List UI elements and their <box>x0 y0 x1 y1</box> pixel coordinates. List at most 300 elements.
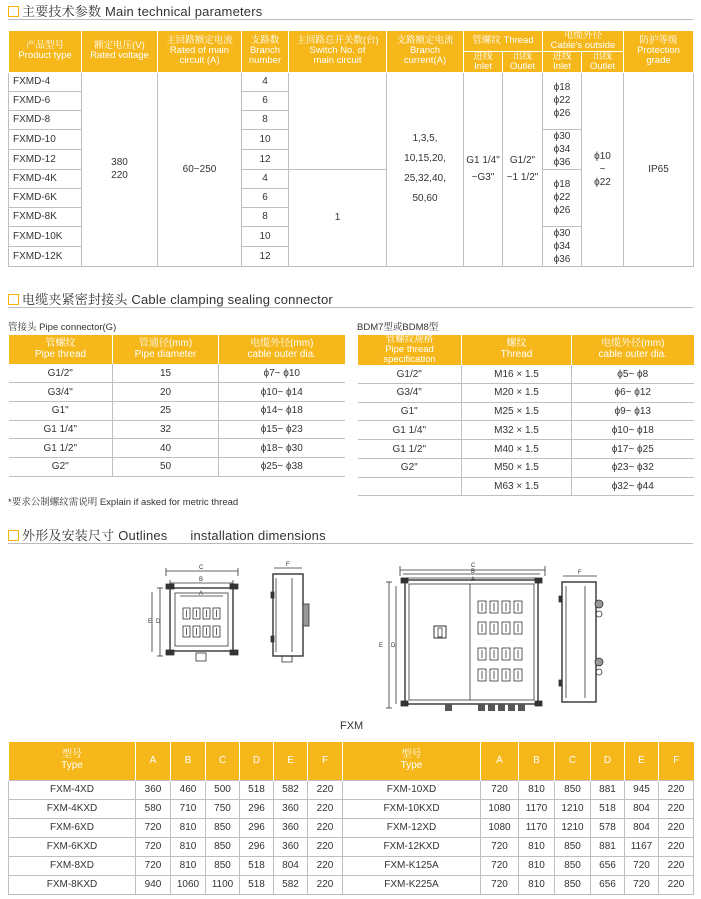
line-text: Rated voltage <box>90 50 149 62</box>
table-cell: 881 <box>591 837 625 856</box>
line-text: 主回路额定电流 <box>166 35 233 47</box>
line-text: 电缆外径 <box>564 30 603 41</box>
small-box-breaker-grid <box>183 608 220 637</box>
header-dim-e: E <box>625 742 659 780</box>
large-box-breaker-grid <box>438 601 522 681</box>
product-type-cell: FXMD-8K <box>9 207 82 226</box>
section-divider <box>8 19 693 20</box>
line-text: ϕ22 <box>553 192 571 204</box>
header-branch-number <box>242 31 289 73</box>
table-cell: 580 <box>136 799 171 818</box>
table-cell: FXM-6XD <box>9 818 136 837</box>
table-cell: ϕ18~ ϕ30 <box>219 439 345 458</box>
table-cell: 810 <box>171 856 206 875</box>
section-divider <box>8 307 693 308</box>
header-cable-outer-dia <box>219 335 345 364</box>
product-type-cell: FXMD-4K <box>9 169 82 188</box>
table-cell: 720 <box>136 837 171 856</box>
table-cell: 881 <box>591 780 625 799</box>
large-box-front-view <box>386 566 545 708</box>
square-bullet-icon <box>8 530 19 541</box>
main-switch-handle-icon <box>438 628 442 637</box>
dimensions-table <box>8 742 694 895</box>
table-cell: 50 <box>113 457 219 476</box>
line-text: Cable's outside <box>550 39 616 51</box>
product-type-cell: FXMD-4 <box>9 72 82 91</box>
table-row <box>358 384 694 403</box>
table-cell: 1170 <box>519 799 555 818</box>
branch-number-cell: 10 <box>242 226 289 246</box>
table-cell: ϕ17~ ϕ25 <box>572 440 694 459</box>
cable-inlet-group-cell <box>543 72 582 129</box>
table-cell: 518 <box>240 875 274 894</box>
table-cell: 220 <box>659 780 694 799</box>
table-cell: G1/2" <box>358 365 462 384</box>
table-cell: ϕ10~ ϕ18 <box>572 421 694 440</box>
table-cell: 804 <box>274 856 308 875</box>
product-type-cell: FXMD-6 <box>9 91 82 110</box>
table-cell: 710 <box>171 799 206 818</box>
table-cell: 850 <box>206 818 240 837</box>
product-type-cell: FXMD-8 <box>9 110 82 129</box>
table-cell: 804 <box>625 818 659 837</box>
line-text: Branch <box>409 45 441 57</box>
header-branch-current <box>387 31 464 73</box>
product-type-cell: FXMD-10K <box>9 226 82 246</box>
cable-inlet-group-cell <box>543 129 582 169</box>
header-type <box>343 742 481 780</box>
section-divider <box>8 543 693 544</box>
table-cell: 360 <box>136 780 171 799</box>
table-cell: 1210 <box>555 818 591 837</box>
table-cell: 1060 <box>171 875 206 894</box>
header-switch-no <box>289 31 387 73</box>
table-cell: M25 × 1.5 <box>462 402 572 421</box>
table-cell: 40 <box>113 439 219 458</box>
table-cell: 220 <box>308 875 343 894</box>
table-cell: 220 <box>659 837 694 856</box>
table-cell: 850 <box>555 837 591 856</box>
table-cell: 296 <box>240 837 274 856</box>
table-cell: 720 <box>481 837 519 856</box>
cable-gland-icon <box>508 704 515 711</box>
table-cell: M32 × 1.5 <box>462 421 572 440</box>
table-cell: FXM-8KXD <box>9 875 136 894</box>
table-row <box>358 440 694 459</box>
table-cell: 810 <box>171 837 206 856</box>
line-text: 防护等级 <box>639 35 678 47</box>
line-text: ϕ18 <box>553 82 571 94</box>
cable-gland-icon <box>478 704 485 711</box>
table-cell: 656 <box>591 875 625 894</box>
dim-label-c: C <box>199 565 204 571</box>
table-cell: 460 <box>171 780 206 799</box>
table-cell: G2" <box>358 458 462 477</box>
branch-number-cell: 8 <box>242 207 289 226</box>
line-text: Outlet <box>509 60 536 72</box>
table-row <box>9 818 694 837</box>
line-text: Inlet <box>474 60 492 72</box>
product-type-cell: FXMD-6K <box>9 188 82 207</box>
table-cell: 220 <box>659 875 694 894</box>
branch-number-cell: 8 <box>242 110 289 129</box>
table-cell: ϕ15~ ϕ23 <box>219 420 345 439</box>
product-type-cell: FXMD-10 <box>9 129 82 149</box>
line-text: 支路额定电流 <box>396 35 454 47</box>
switch-no-cell <box>289 72 387 169</box>
table-row <box>9 875 694 894</box>
table-cell: ϕ32~ ϕ44 <box>572 477 694 496</box>
table-cell: G1/2" <box>9 364 113 383</box>
line-text: Thread <box>500 348 533 360</box>
line-text: Rated of main <box>169 45 230 57</box>
table-cell: 360 <box>274 818 308 837</box>
line-text: 电缆外径(mm) <box>250 338 314 349</box>
line-text: Product type <box>18 50 72 62</box>
branch-number-cell: 4 <box>242 169 289 188</box>
table-cell: 810 <box>519 875 555 894</box>
line-text: 额定电压(V) <box>94 40 145 52</box>
line-text: Pipe thread <box>34 348 87 360</box>
table-cell: G1 1/4" <box>358 421 462 440</box>
table-cell: ϕ14~ ϕ18 <box>219 401 345 420</box>
branch-current-cell <box>387 72 464 266</box>
line-text: ϕ26 <box>553 108 571 120</box>
line-text: grade <box>646 55 671 67</box>
table-cell: 582 <box>274 780 308 799</box>
table-cell: M50 × 1.5 <box>462 458 572 477</box>
line-text: ϕ10 <box>594 150 611 162</box>
header-dim-a: A <box>481 742 519 780</box>
line-text: ~G3" <box>471 172 495 184</box>
table-cell: 750 <box>206 799 240 818</box>
cable-outlet-cell <box>582 72 624 266</box>
table-cell: FXM-8XD <box>9 856 136 875</box>
line-text: 螺纹 <box>506 338 527 350</box>
table-cell: 1167 <box>625 837 659 856</box>
dim-label-a: A <box>199 591 204 597</box>
header-cable-outside <box>543 31 624 52</box>
thread-outlet-cell <box>503 72 543 266</box>
branch-number-cell: 6 <box>242 91 289 110</box>
header-rated-voltage <box>82 31 158 73</box>
table-cell: 720 <box>625 856 659 875</box>
square-bullet-icon <box>8 294 19 305</box>
line-text: ~1 1/2" <box>506 172 539 184</box>
main-current-cell: 60~250 <box>158 72 242 266</box>
header-thread-inlet <box>464 51 503 72</box>
large-box-glands <box>445 704 525 711</box>
cable-gland-icon <box>498 704 505 711</box>
pipe-connector-table <box>8 335 345 477</box>
table-cell: G1 1/2" <box>9 439 113 458</box>
section-title-text: 主要技术参数 Main technical parameters <box>22 4 263 19</box>
header-main-current <box>158 31 242 73</box>
table-cell: 850 <box>555 875 591 894</box>
line-text: Outlet <box>589 60 616 72</box>
table-cell: 720 <box>136 856 171 875</box>
line-text: 产品型号 <box>25 40 64 52</box>
table-row <box>9 401 345 420</box>
line-text: 管螺纹规格 <box>385 334 434 345</box>
header-thread <box>462 335 572 365</box>
table-cell: G1" <box>358 402 462 421</box>
table-cell: FXM-12XD <box>343 818 481 837</box>
dim-label-e: E <box>379 643 384 649</box>
cable-gland-icon <box>518 704 525 711</box>
table-cell: 656 <box>591 856 625 875</box>
table-cell: 220 <box>659 799 694 818</box>
line-text: 10,15,20, <box>404 153 446 165</box>
table-cell: 720 <box>136 818 171 837</box>
table-cell: 220 <box>659 856 694 875</box>
table-cell: 1210 <box>555 799 591 818</box>
line-text: circuit (A) <box>179 55 220 67</box>
header-thread: 管螺纹 Thread <box>464 31 543 52</box>
line-text: 380 <box>111 157 128 169</box>
table-cell: ϕ25~ ϕ38 <box>219 457 345 476</box>
table-cell: 32 <box>113 420 219 439</box>
section-title-text: 外形及安装尺寸 Outlines installation dimensions <box>22 528 326 543</box>
table-cell: 25 <box>113 401 219 420</box>
table-cell: FXM-4XD <box>9 780 136 799</box>
table-cell: G1 1/4" <box>9 420 113 439</box>
line-text: 25,32,40, <box>404 173 446 185</box>
dim-label-d: D <box>391 643 396 649</box>
table-cell: 20 <box>113 383 219 402</box>
table-row <box>9 856 694 875</box>
table-cell: 360 <box>274 837 308 856</box>
header-dim-a: A <box>136 742 171 780</box>
line-text: 220 <box>111 170 128 182</box>
table-cell: G2" <box>9 457 113 476</box>
line-text: Switch No. of <box>309 45 366 57</box>
line-text: Pipe diameter <box>134 348 197 360</box>
table-cell: 578 <box>591 818 625 837</box>
line-text: 管通径(mm) <box>138 338 193 349</box>
table-cell: G1" <box>9 401 113 420</box>
table-row <box>358 477 694 496</box>
header-protection <box>624 31 694 73</box>
cable-gland-icon <box>488 704 495 711</box>
line-text: ϕ36 <box>553 156 571 168</box>
line-text: 出线 <box>593 50 613 62</box>
line-text: 型号 <box>62 749 82 761</box>
table-cell: 945 <box>625 780 659 799</box>
line-text: Type <box>400 759 423 771</box>
line-text: Pipe thread <box>385 343 434 355</box>
header-pipe-thread-spec <box>358 335 462 365</box>
protection-cell: IP65 <box>624 72 694 266</box>
table-cell: 810 <box>519 780 555 799</box>
section-title-main-parameters <box>8 1 262 20</box>
header-cable-inlet <box>543 51 582 72</box>
table-cell: M40 × 1.5 <box>462 440 572 459</box>
line-text: ϕ30 <box>553 130 571 142</box>
square-bullet-icon <box>8 6 19 17</box>
product-type-cell: FXMD-12K <box>9 246 82 266</box>
table-row <box>358 458 694 477</box>
table-cell: 500 <box>206 780 240 799</box>
section-title-connector <box>8 289 333 308</box>
table-row <box>358 402 694 421</box>
header-dim-b: B <box>519 742 555 780</box>
header-thread-outlet <box>503 51 543 72</box>
table-cell <box>358 477 462 496</box>
line-text: G1 1/4" <box>466 155 500 167</box>
table-cell: 220 <box>659 818 694 837</box>
dim-label-c: C <box>471 563 476 569</box>
table-row <box>358 365 694 384</box>
line-text: ϕ22 <box>594 176 611 188</box>
table-cell: 296 <box>240 818 274 837</box>
line-text: 1,3,5, <box>412 133 438 145</box>
table-cell: 850 <box>555 780 591 799</box>
table-cell: 720 <box>625 875 659 894</box>
table-cell: 810 <box>171 818 206 837</box>
table-cell: FXM-12KXD <box>343 837 481 856</box>
line-text: ϕ22 <box>553 95 571 107</box>
line-text: Type <box>61 759 83 771</box>
table-cell: 360 <box>274 799 308 818</box>
drawing-caption: FXM <box>340 720 364 732</box>
line-text: 50,60 <box>412 193 438 205</box>
table-cell: 220 <box>308 799 343 818</box>
dim-label-b: B <box>199 577 204 583</box>
branch-number-cell: 12 <box>242 246 289 266</box>
line-text: G1/2" <box>509 155 536 167</box>
header-dim-d: D <box>591 742 625 780</box>
outline-drawing <box>0 548 701 738</box>
table-row <box>9 837 694 856</box>
line-text: Protection <box>637 45 680 57</box>
line-text: 电缆外径(mm) <box>601 338 665 350</box>
table-row <box>9 439 345 458</box>
table-cell: 518 <box>591 799 625 818</box>
table-cell: 220 <box>308 837 343 856</box>
table-cell: 220 <box>308 856 343 875</box>
line-text: Inlet <box>553 60 571 72</box>
table-cell: M20 × 1.5 <box>462 384 572 403</box>
table-cell: ϕ10~ ϕ14 <box>219 383 345 402</box>
branch-number-cell: 12 <box>242 149 289 169</box>
table-cell: 518 <box>240 856 274 875</box>
header-product-type <box>9 31 82 73</box>
large-box-side-view <box>559 576 603 702</box>
line-text: ϕ36 <box>553 253 571 265</box>
cable-inlet-group-cell <box>543 169 582 226</box>
header-dim-f: F <box>659 742 694 780</box>
dim-label-d: D <box>156 619 161 625</box>
dim-label-a: A <box>471 577 476 583</box>
header-pipe-thread <box>9 335 113 364</box>
product-type-cell: FXMD-12 <box>9 149 82 169</box>
table-cell: 850 <box>555 856 591 875</box>
line-text: cable outer dia. <box>247 348 316 360</box>
bdm-connector-table <box>357 335 694 496</box>
table-cell: 940 <box>136 875 171 894</box>
bdm-connector-label: BDM7型或BDM8型 <box>357 322 439 333</box>
rated-voltage-cell <box>82 72 158 266</box>
table-cell: ϕ6~ ϕ12 <box>572 384 694 403</box>
dim-label-b: B <box>471 569 476 575</box>
table-cell: 720 <box>481 856 519 875</box>
table-cell: M63 × 1.5 <box>462 477 572 496</box>
table-cell: ϕ23~ ϕ32 <box>572 458 694 477</box>
table-cell: 850 <box>206 856 240 875</box>
small-box-side-view <box>271 568 309 662</box>
line-text: 进线 <box>473 50 493 62</box>
table-cell: 15 <box>113 364 219 383</box>
table-cell: 220 <box>308 818 343 837</box>
table-cell: FXM-4KXD <box>9 799 136 818</box>
line-text: ϕ34 <box>553 143 571 155</box>
table-row <box>9 457 345 476</box>
table-cell: 804 <box>625 799 659 818</box>
table-cell: 582 <box>274 875 308 894</box>
line-text: number <box>248 55 282 67</box>
line-text: 支路数 <box>250 35 280 47</box>
line-text: Branch <box>249 45 281 57</box>
dim-label-e: E <box>148 619 153 625</box>
dim-label-f: F <box>578 570 582 576</box>
line-text: current(A) <box>403 55 447 67</box>
line-text: specification <box>383 353 436 365</box>
line-text: ϕ26 <box>553 205 571 217</box>
table-cell: 720 <box>481 780 519 799</box>
table-cell: FXM-10KXD <box>343 799 481 818</box>
table-cell: 296 <box>240 799 274 818</box>
table-cell: 1170 <box>519 818 555 837</box>
table-cell: ϕ5~ ϕ8 <box>572 365 694 384</box>
line-text: 进线 <box>552 50 572 62</box>
pipe-connector-label: 管接头 Pipe connector(G) <box>8 322 117 333</box>
branch-number-cell: 6 <box>242 188 289 207</box>
table-row <box>9 799 694 818</box>
table-cell: 850 <box>206 837 240 856</box>
line-text: ~ <box>599 163 606 175</box>
header-dim-c: C <box>555 742 591 780</box>
header-dim-b: B <box>171 742 206 780</box>
table-row <box>9 364 345 383</box>
table-cell: M16 × 1.5 <box>462 365 572 384</box>
table-cell: G3/4" <box>358 384 462 403</box>
table-cell: 1080 <box>481 799 519 818</box>
table-cell: 810 <box>519 856 555 875</box>
line-text: ϕ34 <box>553 240 571 252</box>
header-dim-f: F <box>308 742 343 780</box>
table-cell: 1100 <box>206 875 240 894</box>
thread-inlet-cell <box>464 72 503 266</box>
table-row <box>358 421 694 440</box>
table-cell: ϕ7~ ϕ10 <box>219 364 345 383</box>
table-row <box>9 383 345 402</box>
line-text: cable outer dia. <box>598 348 667 360</box>
table-cell: 720 <box>481 875 519 894</box>
section-title-outlines <box>8 525 326 544</box>
table-row <box>9 420 345 439</box>
line-text: 型号 <box>401 749 422 761</box>
cable-inlet-group-cell <box>543 226 582 266</box>
line-text: ϕ18 <box>553 179 571 191</box>
switch-no-cell: 1 <box>289 169 387 266</box>
table-cell: 220 <box>308 780 343 799</box>
metric-thread-note: *要求公制螺纹需说明 Explain if asked for metric thread <box>8 497 239 508</box>
cable-gland-icon <box>445 704 452 711</box>
table-cell: G1 1/2" <box>358 440 462 459</box>
header-type <box>9 742 136 780</box>
main-parameters-table <box>8 30 694 267</box>
